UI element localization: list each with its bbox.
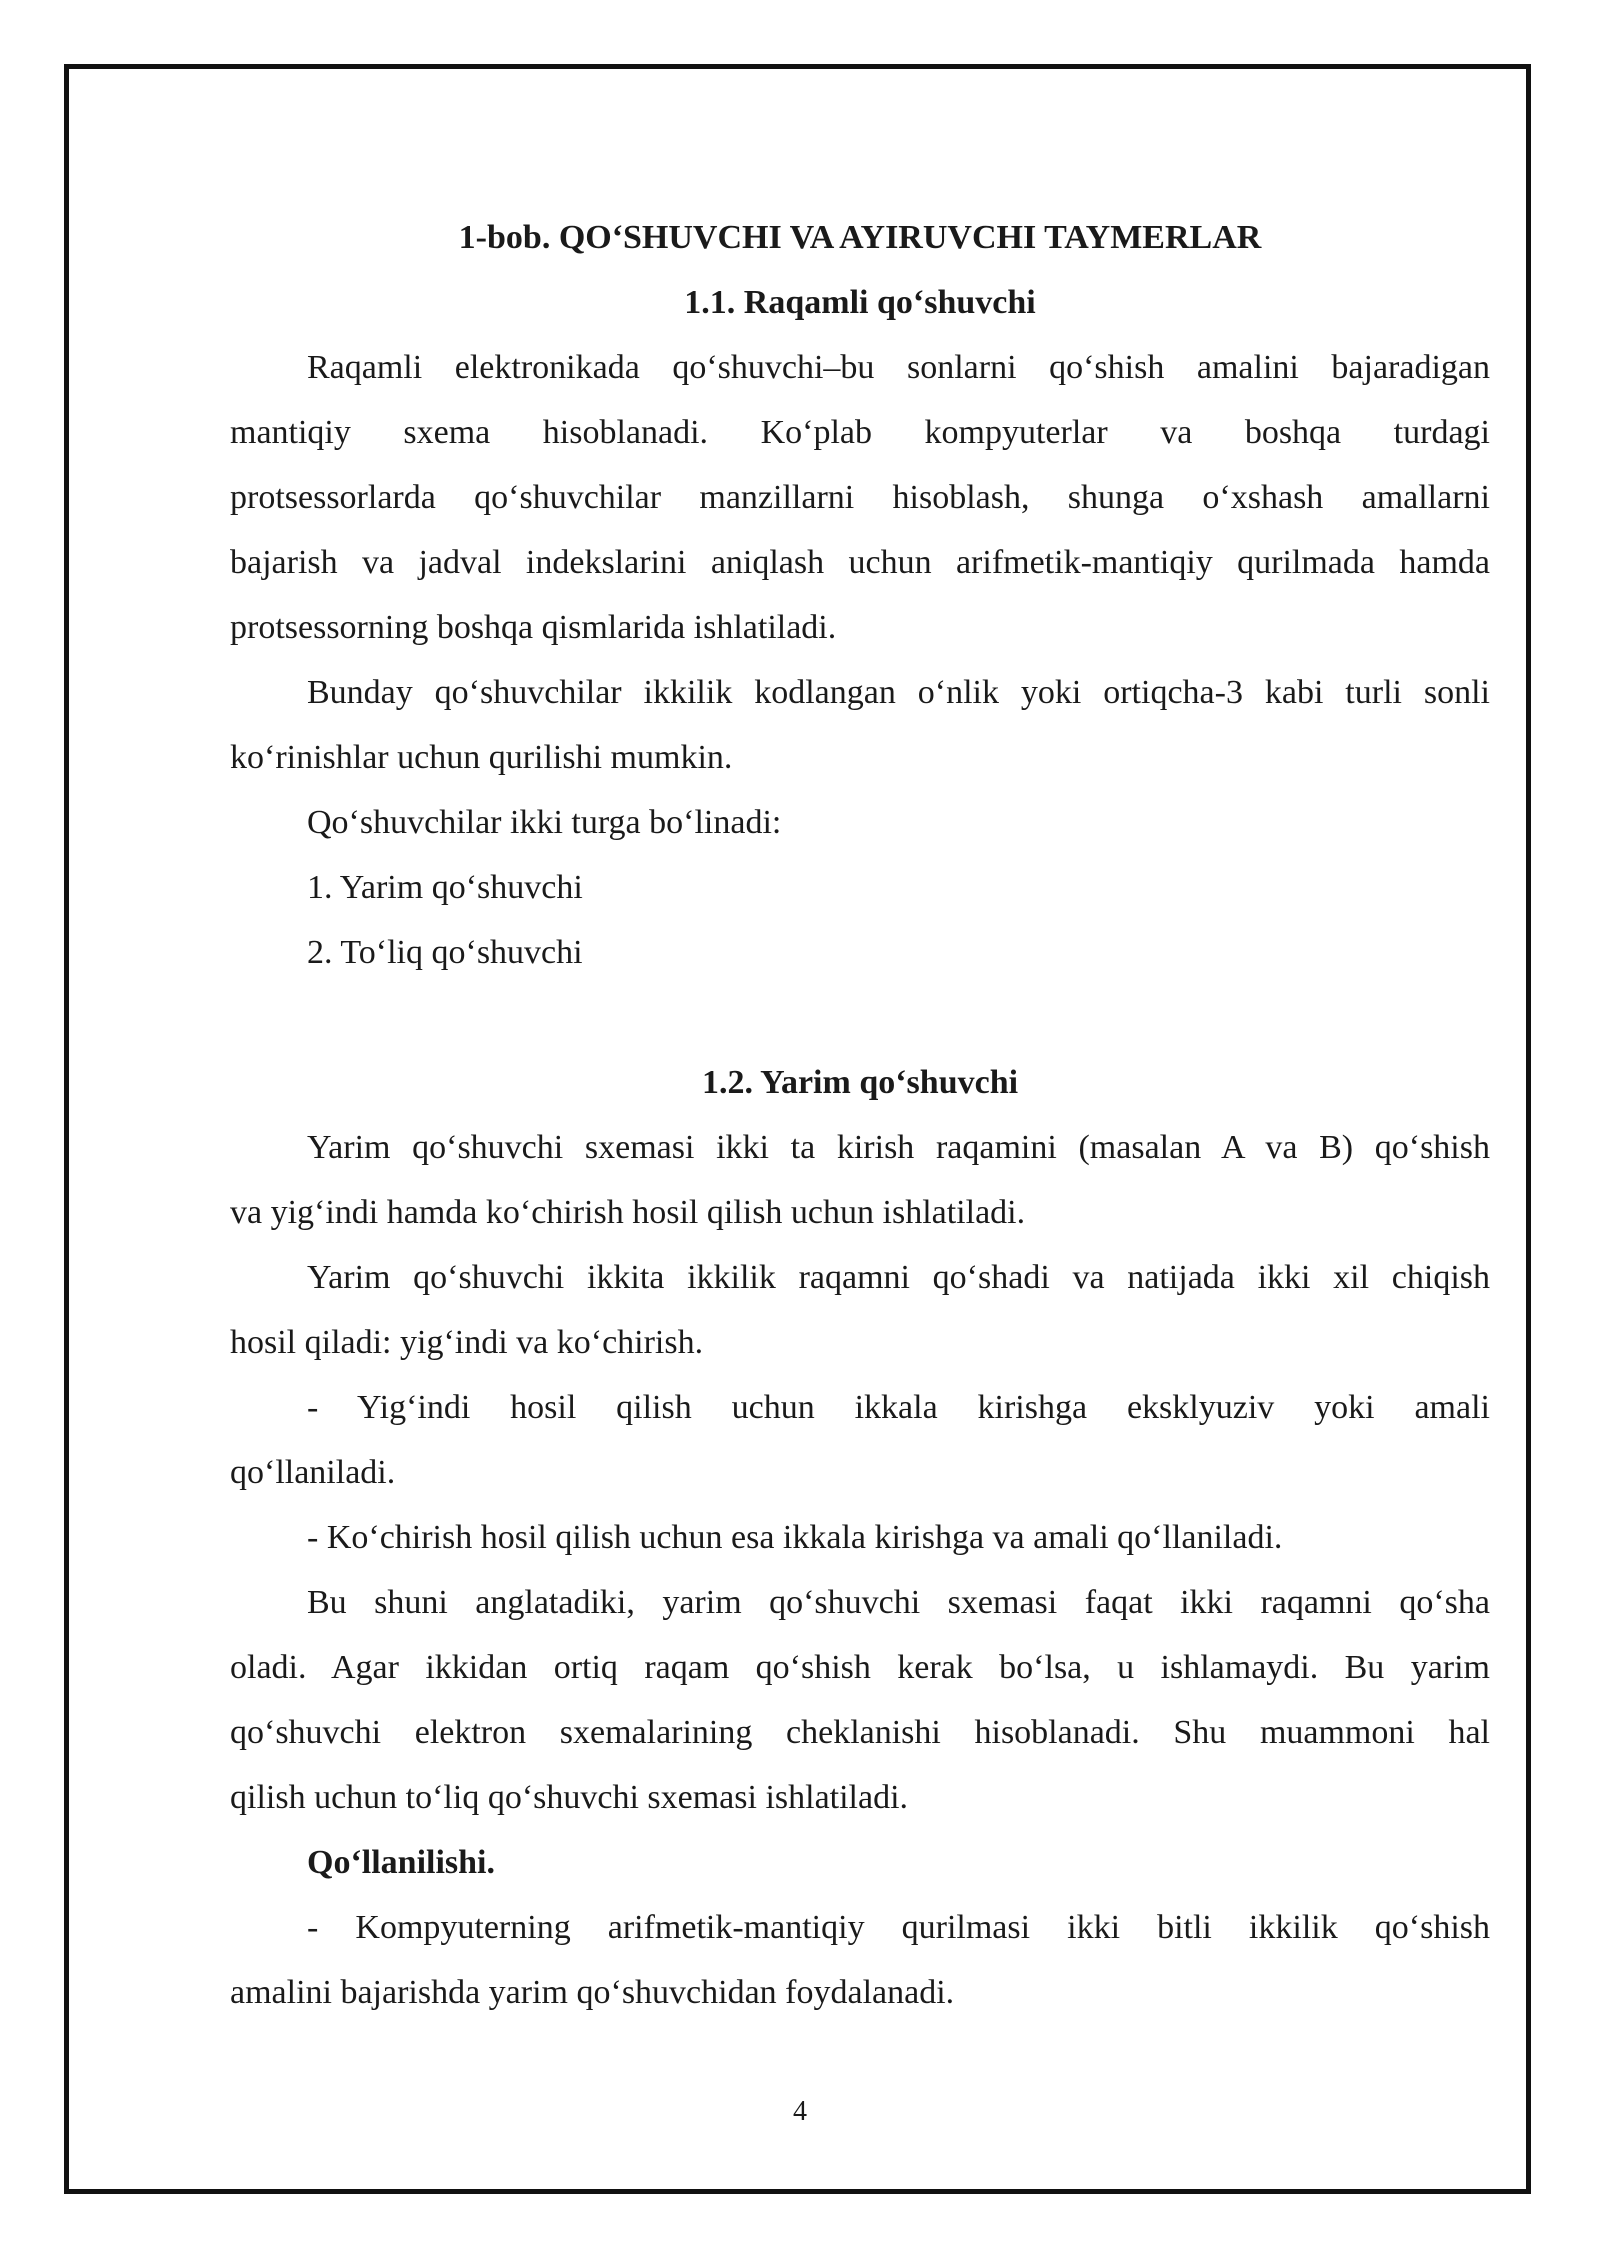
list-item: 1. Yarim qo‘shuvchi — [307, 869, 583, 906]
paragraph-line: Raqamli elektronikada qo‘shuvchi–bu sonlarni qo‘shish amalini bajaradigan — [307, 349, 1490, 386]
paragraph-line: Qo‘shuvchilar ikki turga bo‘linadi: — [307, 804, 782, 841]
section-title: 1.2. Yarim qo‘shuvchi — [701, 1064, 1019, 1101]
bullet-line: - Kompyuterning arifmetik-mantiqiy qurilmasi ikki bitli ikkilik qo‘shish — [307, 1909, 1490, 1946]
paragraph-line: va yig‘indi hamda ko‘chirish hosil qilish uchun ishlatiladi. — [230, 1194, 1026, 1231]
paragraph-line: ko‘rinishlar uchun qurilishi mumkin. — [230, 739, 733, 776]
section-title: 1.1. Raqamli qo‘shuvchi — [684, 284, 1036, 321]
bullet-line: - Ko‘chirish hosil qilish uchun esa ikkala kirishga va amali qo‘llaniladi. — [307, 1519, 1283, 1556]
paragraph-line: Bunday qo‘shuvchilar ikkilik kodlangan o‘nlik yoki ortiqcha-3 kabi turli sonli — [307, 674, 1490, 711]
paragraph-line: bajarish va jadval indekslarini aniqlash uchun arifmetik-mantiqiy qurilmada hamda — [230, 544, 1490, 581]
paragraph-line: mantiqiy sxema hisoblanadi. Ko‘plab kompyuterlar va boshqa turdagi — [230, 414, 1490, 451]
paragraph-line: oladi. Agar ikkidan ortiq raqam qo‘shish kerak bo‘lsa, u ishlamaydi. Bu yarim — [230, 1649, 1490, 1686]
paragraph-line: Yarim qo‘shuvchi sxemasi ikki ta kirish raqamini (masalan A va B) qo‘shish — [307, 1129, 1490, 1166]
paragraph-line: qilish uchun to‘liq qo‘shuvchi sxemasi ishlatiladi. — [230, 1779, 909, 1816]
list-item: 2. To‘liq qo‘shuvchi — [307, 934, 583, 971]
bullet-line: qo‘llaniladi. — [230, 1454, 396, 1491]
paragraph-line: Yarim qo‘shuvchi ikkita ikkilik raqamni qo‘shadi va natijada ikki xil chiqish — [307, 1259, 1490, 1296]
bullet-line: - Yig‘indi hosil qilish uchun ikkala kirishga eksklyuziv yoki amali — [307, 1389, 1490, 1426]
paragraph-line: hosil qiladi: yig‘indi va ko‘chirish. — [230, 1324, 704, 1361]
chapter-title: 1-bob. QO‘SHUVCHI VA AYIRUVCHI TAYMERLAR — [458, 219, 1262, 256]
paragraph-line: Bu shuni anglatadiki, yarim qo‘shuvchi sxemasi faqat ikki raqamni qo‘sha — [307, 1584, 1490, 1621]
page-number: 4 — [793, 2096, 807, 2127]
paragraph-line: protsessorning boshqa qismlarida ishlatiladi. — [230, 609, 837, 646]
bullet-line: amalini bajarishda yarim qo‘shuvchidan foydalanadi. — [230, 1974, 955, 2011]
paragraph-line: qo‘shuvchi elektron sxemalarining cheklanishi hisoblanadi. Shu muammoni hal — [230, 1714, 1490, 1751]
usage-heading: Qo‘llanilishi. — [307, 1844, 495, 1881]
paragraph-line: protsessorlarda qo‘shuvchilar manzillarni hisoblash, shunga o‘xshash amallarni — [230, 479, 1490, 516]
